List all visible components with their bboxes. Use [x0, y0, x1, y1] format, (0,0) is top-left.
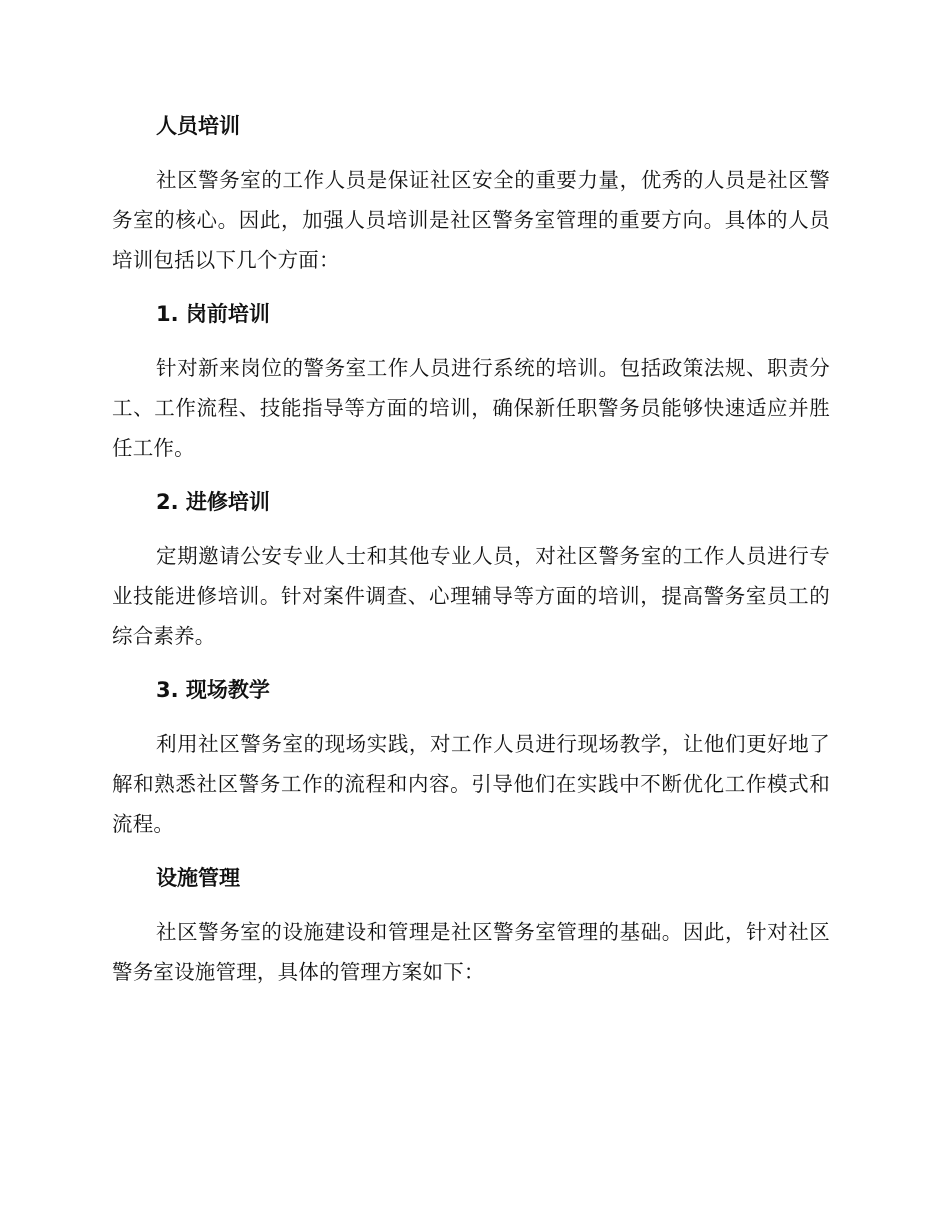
section-paragraph-personnel-training: 社区警务室的工作人员是保证社区安全的重要力量，优秀的人员是社区警务室的核心。因此，加强人员培训是社区警务室管理的重要方向。具体的人员培训包括以下几个方面： [112, 168, 830, 272]
section-paragraph-pre-job-training: 针对新来岗位的警务室工作人员进行系统的培训。包括政策法规、职责分工、工作流程、技能指导等方面的培训，确保新任职警务员能够快速适应并胜任工作。 [112, 356, 830, 460]
section-heading-on-site-teaching: 3. 现场教学 [156, 678, 270, 702]
document-body [112, 106, 830, 992]
section-paragraph-on-site-teaching: 利用社区警务室的现场实践，对工作人员进行现场教学，让他们更好地了解和熟悉社区警务工作的流程和内容。引导他们在实践中不断优化工作模式和流程。 [112, 732, 830, 836]
section-heading-pre-job-training: 1. 岗前培训 [156, 302, 270, 326]
section-heading-advanced-training: 2. 进修培训 [156, 490, 270, 514]
section-heading-personnel-training: 人员培训 [156, 114, 240, 138]
section-heading-facility-management: 设施管理 [156, 866, 240, 890]
section-paragraph-facility-management: 社区警务室的设施建设和管理是社区警务室管理的基础。因此，针对社区警务室设施管理，具体的管理方案如下： [112, 920, 830, 984]
section-paragraph-advanced-training: 定期邀请公安专业人士和其他专业人员，对社区警务室的工作人员进行专业技能进修培训。针对案件调查、心理辅导等方面的培训，提高警务室员工的综合素养。 [112, 544, 830, 648]
